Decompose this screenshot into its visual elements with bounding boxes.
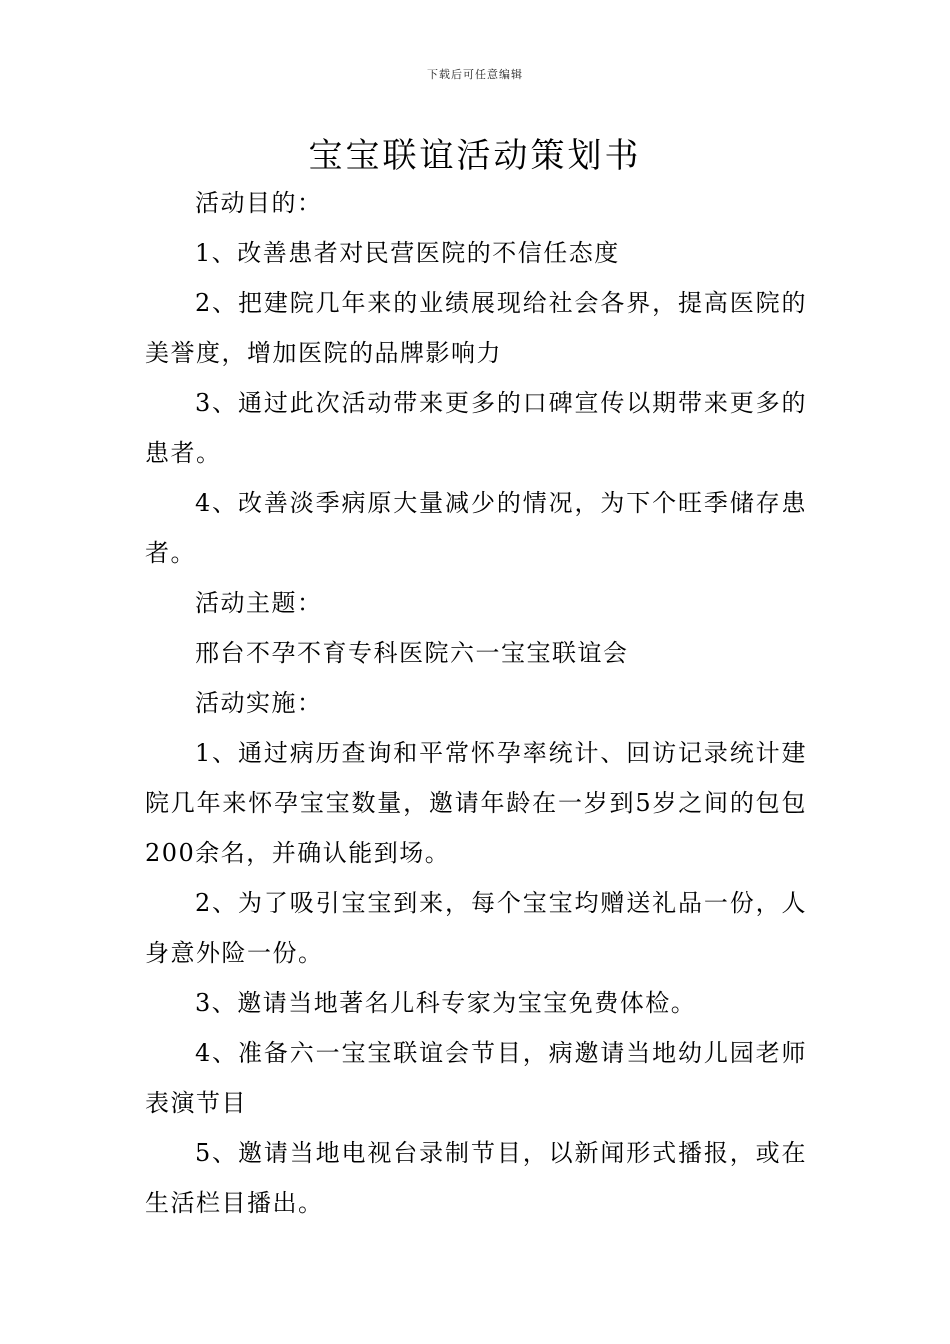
- paragraph: 2、把建院几年来的业绩展现给社会各界，提高医院的美誉度，增加医院的品牌影响力: [145, 289, 807, 367]
- paragraph: 1、通过病历查询和平常怀孕率统计、回访记录统计建院几年来怀孕宝宝数量，邀请年龄在一岁到5岁之间的包包200余名，并确认能到场。: [145, 739, 807, 867]
- section-heading-implementation: 活动实施：: [195, 689, 323, 717]
- paragraph: 4、准备六一宝宝联谊会节目，病邀请当地幼儿园老师表演节目: [145, 1039, 807, 1117]
- paragraph: 5、邀请当地电视台录制节目，以新闻形式播报，或在生活栏目播出。: [145, 1139, 807, 1217]
- document-body: [145, 178, 807, 1228]
- paragraph: 3、邀请当地著名儿科专家为宝宝免费体检。: [195, 989, 697, 1017]
- paragraph: 2、为了吸引宝宝到来，每个宝宝均赠送礼品一份，人身意外险一份。: [145, 889, 807, 967]
- paragraph: 邢台不孕不育专科医院六一宝宝联谊会: [195, 639, 629, 667]
- paragraph: 3、通过此次活动带来更多的口碑宣传以期带来更多的患者。: [145, 389, 807, 467]
- paragraph: 1、改善患者对民营医院的不信任态度: [195, 239, 620, 267]
- paragraph: 4、改善淡季病原大量减少的情况，为下个旺季储存患者。: [145, 489, 807, 567]
- header-note: 下载后可任意编辑: [427, 68, 523, 81]
- document-title: 宝宝联谊活动策划书: [308, 136, 642, 176]
- section-heading-theme: 活动主题：: [195, 589, 323, 617]
- section-heading-purpose: 活动目的：: [195, 189, 323, 217]
